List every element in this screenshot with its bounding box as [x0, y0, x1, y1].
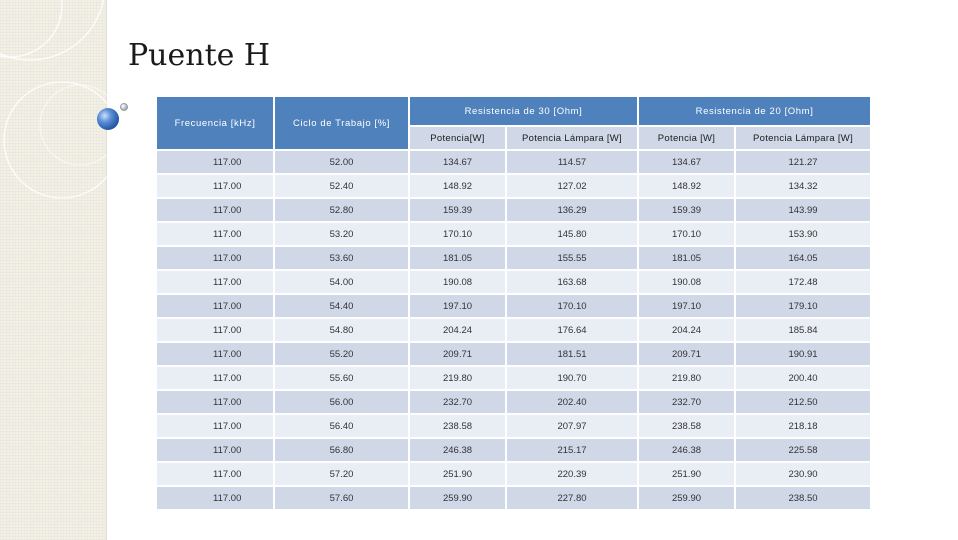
cell-lampara-30: 176.64 — [507, 319, 637, 341]
cell-frecuencia: 117.00 — [157, 223, 273, 245]
cell-lampara-20: 143.99 — [736, 199, 870, 221]
table-row — [157, 271, 870, 293]
cell-potencia-30: 259.90 — [410, 487, 505, 509]
cell-lampara-20: 238.50 — [736, 487, 870, 509]
header-resistencia-20: Resistencia de 20 [Ohm] — [639, 97, 870, 125]
cell-potencia-30: 204.24 — [410, 319, 505, 341]
cell-potencia-20: 204.24 — [639, 319, 734, 341]
cell-potencia-30: 159.39 — [410, 199, 505, 221]
cell-frecuencia: 117.00 — [157, 319, 273, 341]
cell-frecuencia: 117.00 — [157, 175, 273, 197]
small-grey-bullet-icon — [121, 104, 128, 111]
cell-ciclo: 54.00 — [275, 271, 408, 293]
cell-lampara-20: 185.84 — [736, 319, 870, 341]
cell-frecuencia: 117.00 — [157, 343, 273, 365]
cell-potencia-20: 197.10 — [639, 295, 734, 317]
cell-lampara-20: 153.90 — [736, 223, 870, 245]
cell-lampara-20: 179.10 — [736, 295, 870, 317]
cell-ciclo: 52.00 — [275, 151, 408, 173]
cell-potencia-20: 232.70 — [639, 391, 734, 413]
cell-potencia-30: 251.90 — [410, 463, 505, 485]
cell-ciclo: 52.80 — [275, 199, 408, 221]
cell-lampara-20: 190.91 — [736, 343, 870, 365]
cell-lampara-30: 170.10 — [507, 295, 637, 317]
cell-potencia-20: 219.80 — [639, 367, 734, 389]
cell-potencia-20: 246.38 — [639, 439, 734, 461]
cell-lampara-20: 212.50 — [736, 391, 870, 413]
table-row — [157, 223, 870, 245]
table-row — [157, 415, 870, 437]
cell-frecuencia: 117.00 — [157, 391, 273, 413]
cell-potencia-20: 134.67 — [639, 151, 734, 173]
cell-frecuencia: 117.00 — [157, 367, 273, 389]
cell-ciclo: 56.40 — [275, 415, 408, 437]
cell-lampara-20: 134.32 — [736, 175, 870, 197]
cell-potencia-20: 209.71 — [639, 343, 734, 365]
table-row — [157, 175, 870, 197]
cell-ciclo: 55.60 — [275, 367, 408, 389]
cell-lampara-30: 220.39 — [507, 463, 637, 485]
cell-potencia-30: 170.10 — [410, 223, 505, 245]
cell-potencia-20: 238.58 — [639, 415, 734, 437]
cell-ciclo: 56.00 — [275, 391, 408, 413]
cell-potencia-30: 181.05 — [410, 247, 505, 269]
cell-potencia-30: 238.58 — [410, 415, 505, 437]
cell-ciclo: 53.60 — [275, 247, 408, 269]
cell-potencia-20: 148.92 — [639, 175, 734, 197]
table-row — [157, 367, 870, 389]
cell-potencia-30: 148.92 — [410, 175, 505, 197]
table-row — [157, 343, 870, 365]
cell-ciclo: 53.20 — [275, 223, 408, 245]
table-row — [157, 295, 870, 317]
cell-frecuencia: 117.00 — [157, 487, 273, 509]
cell-potencia-30: 197.10 — [410, 295, 505, 317]
cell-frecuencia: 117.00 — [157, 151, 273, 173]
cell-ciclo: 54.40 — [275, 295, 408, 317]
cell-lampara-20: 121.27 — [736, 151, 870, 173]
cell-frecuencia: 117.00 — [157, 415, 273, 437]
cell-potencia-20: 181.05 — [639, 247, 734, 269]
cell-lampara-20: 225.58 — [736, 439, 870, 461]
cell-potencia-30: 232.70 — [410, 391, 505, 413]
cell-potencia-30: 134.67 — [410, 151, 505, 173]
cell-ciclo: 56.80 — [275, 439, 408, 461]
slide-title: Puente H — [128, 38, 271, 73]
cell-lampara-30: 202.40 — [507, 391, 637, 413]
header-potencia-20: Potencia [W] — [639, 127, 734, 149]
cell-lampara-30: 127.02 — [507, 175, 637, 197]
header-lampara-30: Potencia Lámpara [W] — [507, 127, 637, 149]
cell-lampara-30: 163.68 — [507, 271, 637, 293]
table-row — [157, 439, 870, 461]
results-table — [155, 95, 872, 511]
header-lampara-20: Potencia Lámpara [W] — [736, 127, 870, 149]
cell-ciclo: 57.20 — [275, 463, 408, 485]
cell-ciclo: 54.80 — [275, 319, 408, 341]
table-row — [157, 247, 870, 269]
cell-lampara-30: 215.17 — [507, 439, 637, 461]
table-row — [157, 463, 870, 485]
cell-lampara-20: 218.18 — [736, 415, 870, 437]
table-row — [157, 151, 870, 173]
header-resistencia-30: Resistencia de 30 [Ohm] — [410, 97, 637, 125]
cell-frecuencia: 117.00 — [157, 295, 273, 317]
cell-ciclo: 55.20 — [275, 343, 408, 365]
cell-lampara-20: 172.48 — [736, 271, 870, 293]
cell-lampara-20: 200.40 — [736, 367, 870, 389]
blue-bullet-icon — [97, 108, 119, 130]
decorative-circles — [0, 0, 140, 200]
cell-lampara-30: 207.97 — [507, 415, 637, 437]
cell-frecuencia: 117.00 — [157, 463, 273, 485]
cell-lampara-30: 181.51 — [507, 343, 637, 365]
cell-frecuencia: 117.00 — [157, 247, 273, 269]
header-ciclo-trabajo: Ciclo de Trabajo [%] — [275, 97, 408, 149]
cell-potencia-20: 159.39 — [639, 199, 734, 221]
cell-lampara-20: 164.05 — [736, 247, 870, 269]
cell-potencia-20: 170.10 — [639, 223, 734, 245]
cell-potencia-20: 251.90 — [639, 463, 734, 485]
cell-lampara-30: 227.80 — [507, 487, 637, 509]
cell-ciclo: 52.40 — [275, 175, 408, 197]
cell-lampara-30: 136.29 — [507, 199, 637, 221]
table-row — [157, 487, 870, 509]
cell-frecuencia: 117.00 — [157, 439, 273, 461]
header-row-main — [157, 97, 870, 125]
table-row — [157, 199, 870, 221]
header-potencia-30: Potencia[W] — [410, 127, 505, 149]
cell-potencia-30: 190.08 — [410, 271, 505, 293]
cell-ciclo: 57.60 — [275, 487, 408, 509]
table-row — [157, 319, 870, 341]
cell-lampara-30: 145.80 — [507, 223, 637, 245]
header-frecuencia: Frecuencia [kHz] — [157, 97, 273, 149]
cell-frecuencia: 117.00 — [157, 271, 273, 293]
cell-frecuencia: 117.00 — [157, 199, 273, 221]
table-row — [157, 391, 870, 413]
cell-potencia-20: 259.90 — [639, 487, 734, 509]
cell-potencia-30: 219.80 — [410, 367, 505, 389]
cell-potencia-20: 190.08 — [639, 271, 734, 293]
cell-potencia-30: 209.71 — [410, 343, 505, 365]
cell-potencia-30: 246.38 — [410, 439, 505, 461]
cell-lampara-20: 230.90 — [736, 463, 870, 485]
cell-lampara-30: 190.70 — [507, 367, 637, 389]
cell-lampara-30: 114.57 — [507, 151, 637, 173]
cell-lampara-30: 155.55 — [507, 247, 637, 269]
